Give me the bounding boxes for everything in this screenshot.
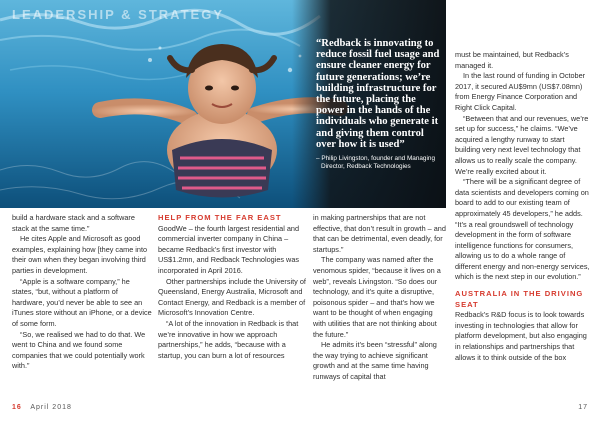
text-column-4 xyxy=(455,50,590,363)
attribution-line-1: – Philip Livingston, founder and Managing xyxy=(316,155,436,163)
subheading-driving-seat: AUSTRALIA IN THE DRIVING SEAT xyxy=(455,289,584,309)
paragraph: GoodWe – the fourth largest residential and commercial inverter company in China – became Redback’s first investor with US$1.2mn, and Redback Technologies was incorporated in April 2016. xyxy=(158,223,300,275)
paragraph: Other partnerships include the University of Queensland, Energy Australia, Microsoft and Contact Energy, and Redback is a member of Microsoft’s Innovation Centre. xyxy=(158,276,306,318)
text-column-2 xyxy=(158,213,306,361)
text-column-1 xyxy=(12,213,152,372)
paragraph: build a hardware stack and a software stack at the same time.” xyxy=(12,213,135,233)
paragraph: “Between that and our revenues, we’re set up for success,” he claims. “We’ve acquired a lengthy runway to start building very next level technology that allows us to really scale the company. We’re really excited about it. xyxy=(455,113,589,176)
paragraph: “So, we realised we had to do that. We went to China and we found some companies that we could potentially work with.” xyxy=(12,329,146,371)
section-label: LEADERSHIP & STRATEGY xyxy=(12,7,224,22)
issue-date: April 2018 xyxy=(30,404,72,411)
paragraph: “Apple is a software company,” he states, “but, without a platform of hardware, you’d never be able to see an iTunes store without an iPhone, or a device of some form. xyxy=(12,276,152,328)
paragraph: He admits it’s been “stressful” along the way trying to achieve significant growth and at the same time having runways of capital that xyxy=(313,340,437,381)
attribution-line-2: Director, Redback Technologies xyxy=(321,162,411,170)
paragraph: He cites Apple and Microsoft as good examples, explaining how [they came into their own when they began involving third parties in development. xyxy=(12,234,148,275)
page-number-left: 16 xyxy=(12,404,22,411)
paragraph: must be maintained, but Redback’s managed it. xyxy=(455,50,569,70)
paragraph: The company was named after the venomous spider, “because it lives on a web”, reveals Livingston. “So does our technology, and it’s quite a disruptive, poisonous spider – and that’s how we want to be thought of when engaging with utilities that are not thinking about the future.” xyxy=(313,255,441,339)
paragraph: Redback’s R&D focus is to look towards investing in technologies that allow for platform development, but also engaging in relationships and partnerships that allows it to think outside of the box xyxy=(455,310,587,362)
pull-quote-attribution xyxy=(316,155,442,170)
text-column-3 xyxy=(313,213,447,383)
paragraph: “A lot of the innovation in Redback is that we’re innovative in how we approach partnerships,” he adds, “because with a startup, you can burn a lot of resources xyxy=(158,318,299,360)
page-number-right: 17 xyxy=(578,404,588,411)
footer-left xyxy=(12,404,72,411)
subheading-far-east: HELP FROM THE FAR EAST xyxy=(158,213,282,222)
pull-quote xyxy=(316,38,442,170)
paragraph: “There will be a significant degree of data scientists and developers coming on board to add to our existing team of approximately 45 developers,” he adds. “It’s a real groundswell of technology development in the form of software intelligence functions for consumers, allowing us to do a whole range of different energy and non-energy services, which is the next step in our evolution.” xyxy=(455,177,590,282)
pull-quote-text: “Redback is innovating to reduce fossil fuel usage and ensure cleaner energy for future generations; we’re building infrastructure for the future, placing the power in the hands of the individuals who generate it and giving them control over how it is used” xyxy=(316,38,440,150)
paragraph: In the last round of funding in October 2017, it secured AU$9mn (US$7.08mn) from Energy Finance Corporation and Right Click Capital. xyxy=(455,71,586,112)
paragraph: in making partnerships that are not effective, that don’t result in growth – and that can be detrimental, even deadly, for startups.” xyxy=(313,213,446,254)
